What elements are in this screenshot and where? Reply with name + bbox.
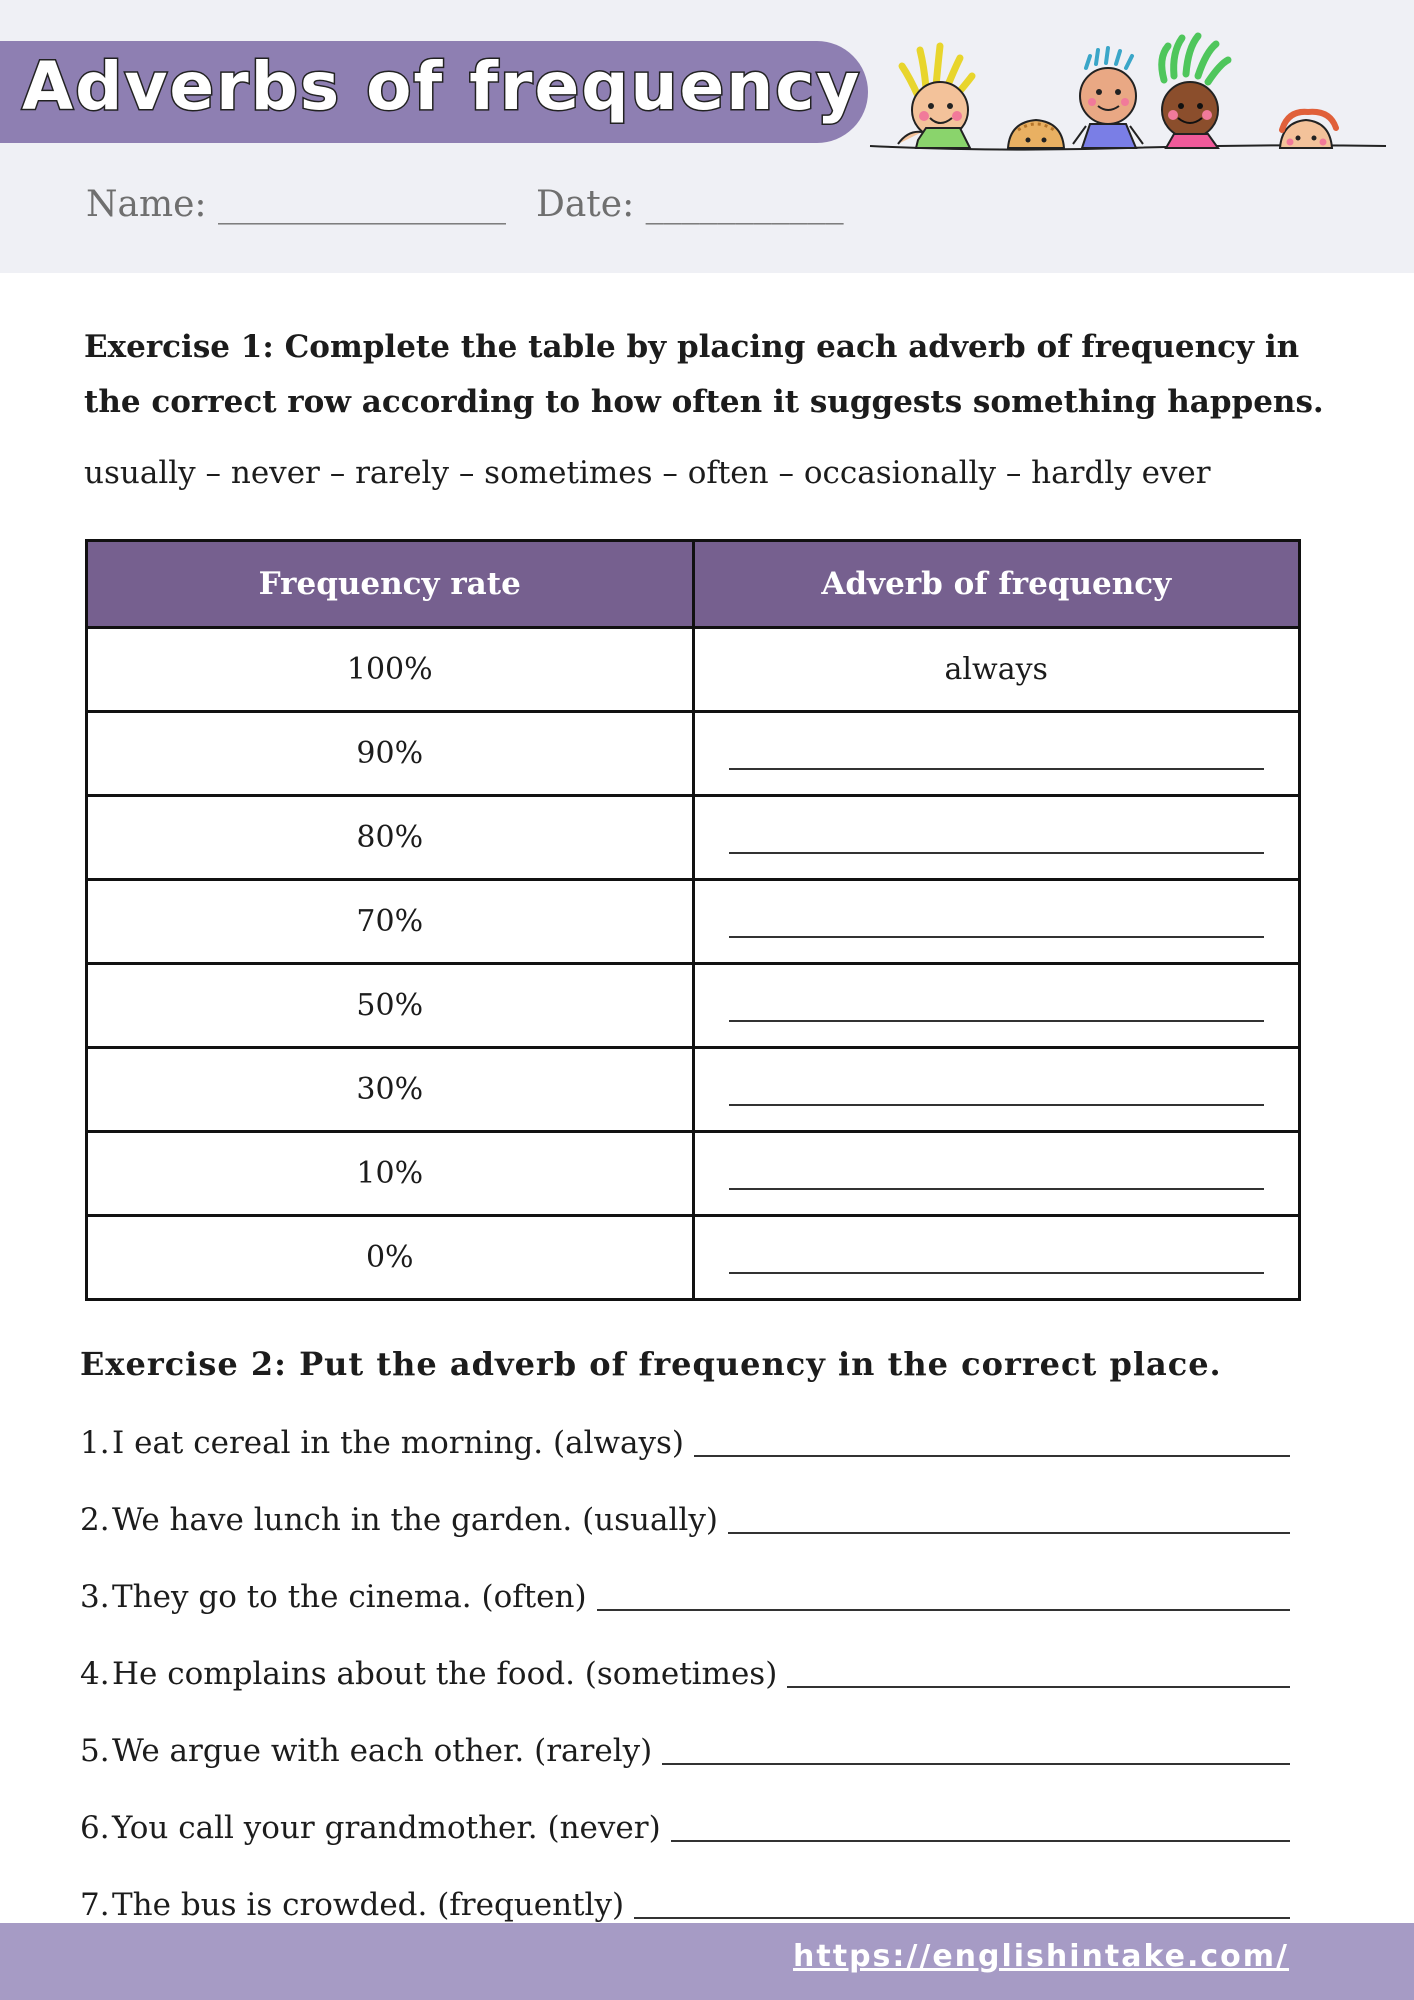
item-number: 6. <box>80 1810 110 1846</box>
worksheet-header <box>0 0 1414 273</box>
answer-blank[interactable] <box>597 1579 1290 1611</box>
table-row <box>87 964 1300 1048</box>
header-adverb: Adverb of frequency <box>693 541 1300 628</box>
rate-cell: 0% <box>87 1216 694 1300</box>
item-number: 5. <box>80 1733 110 1769</box>
adverb-blank[interactable] <box>693 712 1300 796</box>
item-number: 1. <box>80 1425 110 1461</box>
item-sentence: The bus is crowded. (frequently) <box>112 1887 625 1923</box>
adverb-blank[interactable] <box>693 880 1300 964</box>
adverb-blank[interactable] <box>693 796 1300 880</box>
name-date-line <box>86 184 844 225</box>
list-item <box>80 1783 1300 1860</box>
children-illustration <box>868 18 1388 168</box>
table-row <box>87 796 1300 880</box>
list-item <box>80 1475 1300 1552</box>
rate-cell: 50% <box>87 964 694 1048</box>
list-item <box>80 1552 1300 1629</box>
list-item <box>80 1706 1300 1783</box>
item-number: 3. <box>80 1579 110 1615</box>
adverb-blank[interactable] <box>693 1132 1300 1216</box>
table-header-row <box>87 541 1300 628</box>
item-number: 7. <box>80 1887 110 1923</box>
answer-blank[interactable] <box>694 1425 1290 1457</box>
item-number: 2. <box>80 1502 110 1538</box>
answer-blank[interactable] <box>662 1733 1290 1765</box>
rate-cell: 30% <box>87 1048 694 1132</box>
list-item <box>80 1398 1300 1475</box>
table-row <box>87 1048 1300 1132</box>
item-sentence: He complains about the food. (sometimes) <box>112 1656 778 1692</box>
footer-bar <box>0 1923 1414 2000</box>
kid-red-hair-icon <box>1280 112 1336 148</box>
word-bank: usually – never – rarely – sometimes – often – occasionally – hardly ever <box>84 455 1211 491</box>
worksheet-title: Adverbs of frequency <box>22 48 862 125</box>
adverb-blank[interactable] <box>693 1216 1300 1300</box>
adverb-blank[interactable] <box>693 1048 1300 1132</box>
date-field[interactable]: Date: ___________ <box>535 184 844 225</box>
answer-blank[interactable] <box>728 1502 1290 1534</box>
kid-blonde-icon <box>898 46 972 148</box>
frequency-table <box>85 539 1301 1301</box>
answer-blank[interactable] <box>671 1810 1290 1842</box>
rate-cell: 70% <box>87 880 694 964</box>
kid-curly-hair-icon <box>1162 36 1228 148</box>
answer-blank[interactable] <box>634 1887 1290 1919</box>
item-sentence: We have lunch in the garden. (usually) <box>112 1502 718 1538</box>
table-row <box>87 1132 1300 1216</box>
item-number: 4. <box>80 1656 110 1692</box>
item-sentence: They go to the cinema. (often) <box>112 1579 587 1615</box>
list-item <box>80 1629 1300 1706</box>
item-sentence: You call your grandmother. (never) <box>112 1810 661 1846</box>
item-sentence: We argue with each other. (rarely) <box>112 1733 653 1769</box>
table-row <box>87 1216 1300 1300</box>
table-row <box>87 712 1300 796</box>
website-link[interactable]: https://englishintake.com/ <box>793 1939 1289 1974</box>
adverb-cell: always <box>693 628 1300 712</box>
header-frequency-rate: Frequency rate <box>87 541 694 628</box>
exercise2-list <box>80 1398 1300 1937</box>
answer-blank[interactable] <box>787 1656 1290 1688</box>
rate-cell: 100% <box>87 628 694 712</box>
name-field[interactable]: Name: ________________ <box>86 184 506 225</box>
exercise2-instruction: Exercise 2: Put the adverb of frequency in the correct place. <box>80 1345 1222 1383</box>
rate-cell: 80% <box>87 796 694 880</box>
table-row <box>87 628 1300 712</box>
rate-cell: 10% <box>87 1132 694 1216</box>
item-sentence: I eat cereal in the morning. (always) <box>112 1425 685 1461</box>
kid-blue-shirt-icon <box>1073 48 1143 148</box>
exercise1-instruction: Exercise 1: Complete the table by placing each adverb of frequency in the correct row according to how often it suggests something happens. <box>84 329 1324 420</box>
rate-cell: 90% <box>87 712 694 796</box>
table-row <box>87 880 1300 964</box>
kid-peeking-icon <box>1008 120 1064 148</box>
adverb-blank[interactable] <box>693 964 1300 1048</box>
